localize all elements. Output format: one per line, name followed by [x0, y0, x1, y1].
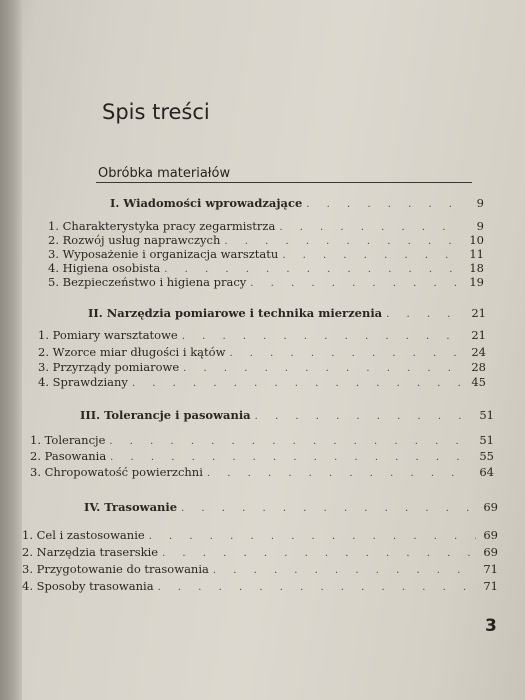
- leader-dots: [109, 435, 472, 449]
- leader-dots: [207, 467, 472, 481]
- toc-entry-title: 2. Narzędzia traserskie: [22, 545, 159, 559]
- toc-entry-title: 3. Przyrządy pomiarowe: [38, 360, 180, 374]
- toc-entry: [22, 545, 498, 561]
- toc-entry: [48, 275, 484, 291]
- toc-page-number: 69: [483, 500, 498, 514]
- toc-entry: [22, 579, 498, 595]
- toc-entry-title: 3. Chropowatość powierzchni: [30, 465, 203, 479]
- leader-dots: [255, 410, 472, 424]
- leader-dots: [110, 451, 472, 465]
- toc-chapter: [110, 196, 484, 212]
- toc-entry-title: 1. Cel i zastosowanie: [22, 528, 145, 542]
- toc-entry-title: 5. Bezpieczeństwo i higiena pracy: [48, 275, 247, 289]
- leader-dots: [181, 502, 476, 516]
- toc-page-number: 45: [471, 375, 486, 389]
- toc-page-number: 18: [469, 261, 484, 275]
- toc-entry-title: 4. Sposoby trasowania: [22, 579, 154, 593]
- toc-page-number: 11: [469, 247, 484, 261]
- toc-page-number: 19: [469, 275, 484, 289]
- toc-page-number: 9: [476, 196, 484, 210]
- toc-entry: [22, 528, 498, 544]
- leader-dots: [306, 198, 462, 212]
- toc-page-number: 64: [479, 465, 494, 479]
- toc-entry-title: 1. Charakterystyka pracy zegarmistrza: [48, 219, 276, 233]
- toc-entry: [38, 328, 486, 344]
- toc-page-number: 55: [479, 449, 494, 463]
- toc-entry: [38, 360, 486, 376]
- toc-chapter-title: III. Tolerancje i pasowania: [80, 408, 251, 422]
- toc-entry: [38, 375, 486, 391]
- toc-page-number: 21: [471, 306, 486, 320]
- toc-entry: [22, 562, 498, 578]
- toc-page-number: 69: [483, 528, 498, 542]
- leader-dots: [132, 377, 464, 391]
- leader-dots: [162, 547, 476, 561]
- book-spine-shadow: [0, 0, 22, 700]
- toc-entry-title: 4. Higiena osobista: [48, 261, 161, 275]
- toc-entry-title: 3. Wyposażenie i organizacja warsztatu: [48, 247, 279, 261]
- toc-chapter-title: I. Wiadomości wprowadzające: [110, 196, 303, 210]
- toc-page-number: 51: [479, 408, 494, 422]
- toc-entry: [30, 465, 494, 481]
- page-number: 3: [485, 616, 497, 636]
- toc-page-number: 71: [483, 579, 498, 593]
- page-title: Spis treści: [102, 100, 210, 124]
- toc-entry: [30, 449, 494, 465]
- section-divider: [96, 182, 472, 183]
- section-heading: Obróbka materiałów: [98, 166, 231, 181]
- toc-page-number: 21: [471, 328, 486, 342]
- toc-entry-title: 2. Rozwój usług naprawczych: [48, 233, 221, 247]
- toc-page-number: 51: [479, 433, 494, 447]
- toc-page-number: 10: [469, 233, 484, 247]
- toc-entry-title: 1. Tolerancje: [30, 433, 106, 447]
- toc-page-number: 69: [483, 545, 498, 559]
- leader-dots: [158, 581, 476, 595]
- toc-entry: [30, 433, 494, 449]
- toc-chapter-title: IV. Trasowanie: [84, 500, 178, 514]
- toc-chapter: [84, 500, 498, 516]
- toc-page-number: 28: [471, 360, 486, 374]
- toc-entry-title: 2. Wzorce miar długości i kątów: [38, 345, 226, 359]
- toc-page-number: 71: [483, 562, 498, 576]
- leader-dots: [229, 347, 464, 361]
- toc-entry-title: 1. Pomiary warsztatowe: [38, 328, 178, 342]
- toc-entry-title: 2. Pasowania: [30, 449, 107, 463]
- toc-entry-title: 3. Przygotowanie do trasowania: [22, 562, 209, 576]
- leader-dots: [250, 277, 462, 291]
- toc-page-number: 24: [471, 345, 486, 359]
- toc-chapter: [88, 306, 486, 322]
- leader-dots: [149, 530, 476, 544]
- leader-dots: [213, 564, 476, 578]
- toc-page-number: 9: [476, 219, 484, 233]
- toc-entry: [38, 345, 486, 361]
- toc-chapter-title: II. Narzędzia pomiarowe i technika mierzenia: [88, 306, 383, 320]
- toc-chapter: [80, 408, 494, 424]
- toc-entry-title: 4. Sprawdziany: [38, 375, 128, 389]
- leader-dots: [182, 330, 464, 344]
- leader-dots: [386, 308, 464, 322]
- leader-dots: [183, 362, 464, 376]
